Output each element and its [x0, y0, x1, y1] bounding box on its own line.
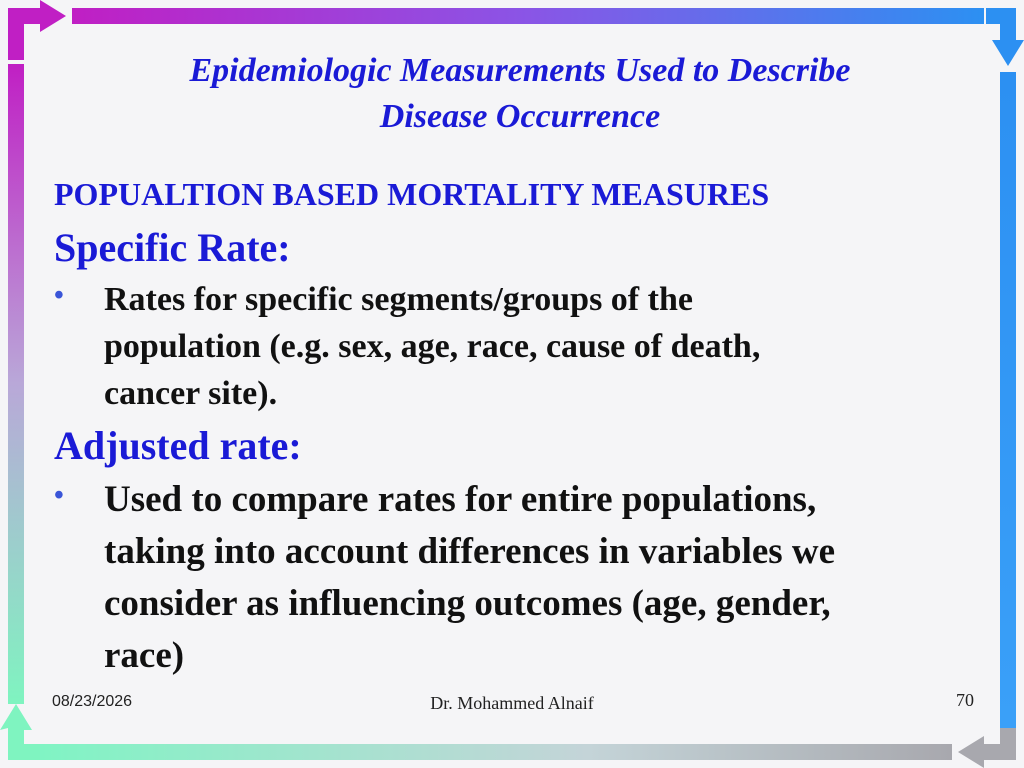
frame-top-left-arrow	[8, 0, 66, 60]
footer-author: Dr. Mohammed Alnaif	[430, 693, 594, 713]
slide-title	[60, 48, 980, 140]
slide-title-line: Disease Occurrence	[379, 98, 661, 135]
bullet-text	[104, 276, 974, 417]
bullet-text	[104, 474, 974, 682]
frame-right-bar	[1000, 72, 1016, 728]
bullet-item	[54, 474, 974, 682]
frame-top-bar	[72, 8, 984, 24]
bullet-glyph: •	[54, 280, 64, 311]
frame-top-right-arrow	[986, 8, 1024, 66]
bullet-line: race)	[104, 635, 185, 676]
frame-left-bar	[8, 64, 24, 704]
bullet-line: cancer site).	[104, 375, 278, 412]
bullet-line: consider as influencing outcomes (age, gender,	[104, 583, 831, 624]
bullet-line: population (e.g. sex, age, race, cause of death,	[104, 328, 761, 365]
section-heading: POPUALTION BASED MORTALITY MEASURES	[54, 176, 770, 212]
bullet-item	[54, 276, 974, 417]
frame-bottom-right-arrow	[958, 728, 1016, 768]
bullet-line: taking into account differences in variables we	[104, 531, 836, 572]
footer-date: 08/23/2026	[52, 693, 133, 710]
footer-page-number: 70	[956, 690, 974, 710]
slide-title-line: Epidemiologic Measurements Used to Describe	[189, 52, 851, 89]
bullet-glyph: •	[54, 480, 64, 511]
subheading-adjusted-rate: Adjusted rate:	[54, 423, 302, 468]
subheading-specific-rate: Specific Rate:	[54, 225, 291, 270]
bullet-line: Rates for specific segments/groups of the	[104, 281, 693, 318]
frame-bottom-bar	[40, 744, 952, 760]
bullet-line: Used to compare rates for entire populations,	[104, 479, 817, 520]
